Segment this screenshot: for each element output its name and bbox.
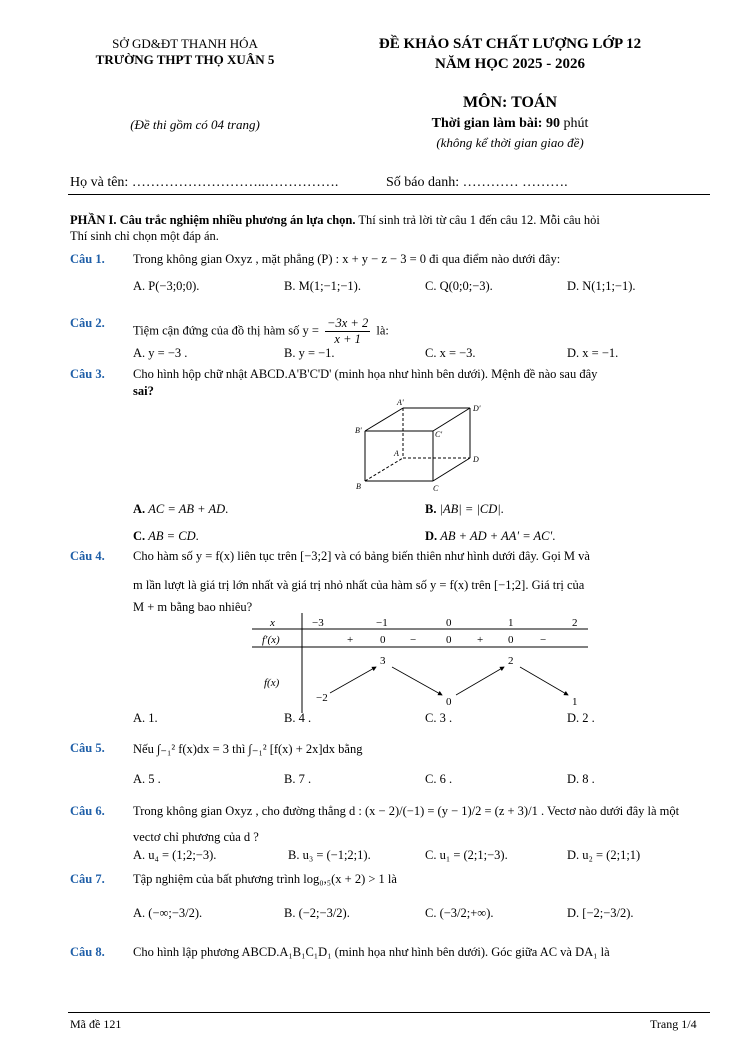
- q2-option-b: B. y = −1.: [284, 346, 335, 360]
- label-c: C: [433, 484, 439, 493]
- q5-option-a: A. 5 .: [133, 772, 161, 786]
- q6-text2: vectơ chỉ phương của d ?: [133, 830, 259, 844]
- table-x-0: −3: [312, 617, 324, 629]
- q5-option-d: D. 8 .: [567, 772, 595, 786]
- label-b: B: [356, 482, 361, 491]
- q1-text: Trong không gian Oxyz , mặt phẳng (P) : x + y − z − 3 = 0 đi qua điểm nào dưới đây:: [133, 252, 561, 266]
- table-arrow-up-2: [456, 667, 504, 695]
- q4-text3: M + m bằng bao nhiêu?: [133, 600, 253, 614]
- student-id-field: Số báo danh: ………… ……….: [386, 175, 568, 190]
- q7-option-a: A. (−∞;−3/2).: [133, 906, 203, 920]
- q6-number: Câu 6.: [70, 804, 105, 818]
- q3-text: Cho hình hộp chữ nhật ABCD.A'B'C'D' (minh họa như hình bên dưới). Mệnh đề nào sau đây: [133, 367, 598, 381]
- q2-option-d: D. x = −1.: [567, 346, 619, 360]
- q5-text: Nếu ∫₋₁² f(x)dx = 3 thì ∫₋₁² [f(x) + 2x]dx bằng: [133, 742, 363, 756]
- q7-option-d: D. [−2;−3/2).: [567, 906, 634, 920]
- q7-text: Tập nghiệm của bất phương trình log₀,₅(x + 2) > 1 là: [133, 872, 397, 886]
- pages-note: (Đề thi gồm có 04 trang): [130, 117, 260, 132]
- q1-option-c: C. Q(0;0;−3).: [425, 279, 493, 293]
- label-b1: B': [355, 426, 362, 435]
- label-a: A: [394, 449, 399, 458]
- q5-option-b: B. 7 .: [284, 772, 312, 786]
- time-limit: Thời gian làm bài: 90 phút: [431, 116, 589, 131]
- q4-variation-table: [252, 613, 592, 713]
- q6-option-b: B. u₃ = (−1;2;1).: [288, 848, 371, 862]
- q7-number: Câu 7.: [70, 872, 105, 886]
- q3-text-sai: sai?: [133, 384, 154, 398]
- q3-option-b: B. |AB| = |CD|.: [425, 502, 504, 516]
- q2-text: Tiệm cận đứng của đồ thị hàm số y = $\frac{-3x + 2}{x + 1}$ là:: [133, 316, 389, 346]
- q3-option-d: D. AB + AD + AA' = AC'.: [425, 529, 556, 543]
- q4-option-d: D. 2 .: [567, 711, 595, 725]
- q7-option-b: B. (−2;−3/2).: [284, 906, 350, 920]
- q3-box-figure: [345, 395, 495, 495]
- table-fp-5: 0: [508, 634, 514, 646]
- label-c1: C': [435, 430, 443, 439]
- q2-fraction: $\frac{-3x + 2}{x + 1}$: [327, 316, 369, 346]
- table-f-1: 3: [380, 655, 386, 667]
- q7-option-c: C. (−3/2;+∞).: [425, 906, 494, 920]
- table-fp-1: 0: [380, 634, 386, 646]
- label-d: D: [473, 455, 479, 464]
- table-x-3: 1: [508, 617, 514, 629]
- q5-option-c: C. 6 .: [425, 772, 453, 786]
- table-arrow-up-1: [330, 667, 376, 693]
- part1-instruction: Thí sinh chỉ chọn một đáp án.: [70, 229, 219, 243]
- q1-number: Câu 1.: [70, 252, 105, 266]
- table-f-0: −2: [316, 692, 328, 704]
- table-fp-4: +: [477, 634, 484, 646]
- header-divider: [68, 194, 710, 195]
- label-d1: D': [473, 404, 481, 413]
- q6-option-d: D. u₂ = (2;1;1): [567, 848, 641, 862]
- exam-code: Mã đề 121: [70, 1017, 122, 1031]
- table-arrow-down-2: [520, 667, 568, 695]
- q6-option-a: A. u₄ = (1;2;−3).: [133, 848, 217, 862]
- q4-number: Câu 4.: [70, 549, 105, 563]
- footer-divider: [68, 1012, 710, 1013]
- q4-text1: Cho hàm số y = f(x) liên tục trên [−3;2] và có bảng biến thiên như hình dưới đây. Gọi M và: [133, 549, 590, 563]
- q4-text2: m lần lượt là giá trị lớn nhất và giá trị nhỏ nhất của hàm số y = f(x) trên [−1;2]. Giá trị của: [133, 578, 585, 592]
- q8-text: Cho hình lập phương ABCD.A₁B₁C₁D₁ (minh họa như hình bên dưới). Góc giữa AC và DA₁ là: [133, 945, 610, 959]
- table-f-4: 1: [572, 696, 578, 708]
- table-f-2: 0: [446, 696, 452, 708]
- q2-number: Câu 2.: [70, 316, 105, 330]
- table-x-4: 2: [572, 617, 578, 629]
- exam-title: ĐỀ KHẢO SÁT CHẤT LƯỢNG LỚP 12: [378, 36, 642, 52]
- label-a1: A': [397, 398, 404, 407]
- q4-option-b: B. 4 .: [284, 711, 312, 725]
- q4-option-a: A. 1.: [133, 711, 158, 725]
- table-x-2: 0: [446, 617, 452, 629]
- q6-option-c: C. u₁ = (2;1;−3).: [425, 848, 508, 862]
- student-name-field: Họ và tên: ………………………..…………….: [70, 175, 339, 190]
- page-number: Trang 1/4: [650, 1017, 697, 1031]
- table-x-label: x: [270, 617, 275, 629]
- subject: MÔN: TOÁN: [462, 94, 558, 111]
- q1-option-d: D. N(1;1;−1).: [567, 279, 636, 293]
- school-name: TRƯỜNG THPT THỌ XUÂN 5: [95, 52, 275, 67]
- table-fprime-label: f′(x): [262, 634, 280, 646]
- table-fp-0: +: [347, 634, 354, 646]
- school-year: NĂM HỌC 2025 - 2026: [435, 56, 585, 72]
- time-note: (không kể thời gian giao đề): [436, 135, 584, 150]
- q3-option-a: A. AC = AB + AD.: [133, 502, 229, 516]
- q4-option-c: C. 3 .: [425, 711, 453, 725]
- q1-option-b: B. M(1;−1;−1).: [284, 279, 361, 293]
- q5-number: Câu 5.: [70, 741, 105, 755]
- q3-option-c: C. AB = CD.: [133, 529, 199, 543]
- q3-number: Câu 3.: [70, 367, 105, 381]
- q2-option-c: C. x = −3.: [425, 346, 476, 360]
- q2-option-a: A. y = −3 .: [133, 346, 188, 360]
- department: SỞ GD&ĐT THANH HÓA: [112, 36, 258, 51]
- table-x-1: −1: [376, 617, 388, 629]
- q8-number: Câu 8.: [70, 945, 105, 959]
- table-arrow-down-1: [392, 667, 442, 695]
- table-fp-6: −: [540, 634, 547, 646]
- part1-heading: PHẦN I. Câu trắc nghiệm nhiều phương án lựa chọn. Thí sinh trả lời từ câu 1 đến câu 12. Mỗi câu hỏi: [70, 213, 600, 227]
- table-f-label: f(x): [264, 677, 280, 689]
- table-fp-2: −: [410, 634, 417, 646]
- table-f-3: 2: [508, 655, 514, 667]
- table-fp-3: 0: [446, 634, 452, 646]
- q6-text1: Trong không gian Oxyz , cho đường thẳng d : (x − 2)/(−1) = (y − 1)/2 = (z + 3)/1 . Vectơ nào dưới đây là một: [133, 804, 680, 818]
- q1-option-a: A. P(−3;0;0).: [133, 279, 200, 293]
